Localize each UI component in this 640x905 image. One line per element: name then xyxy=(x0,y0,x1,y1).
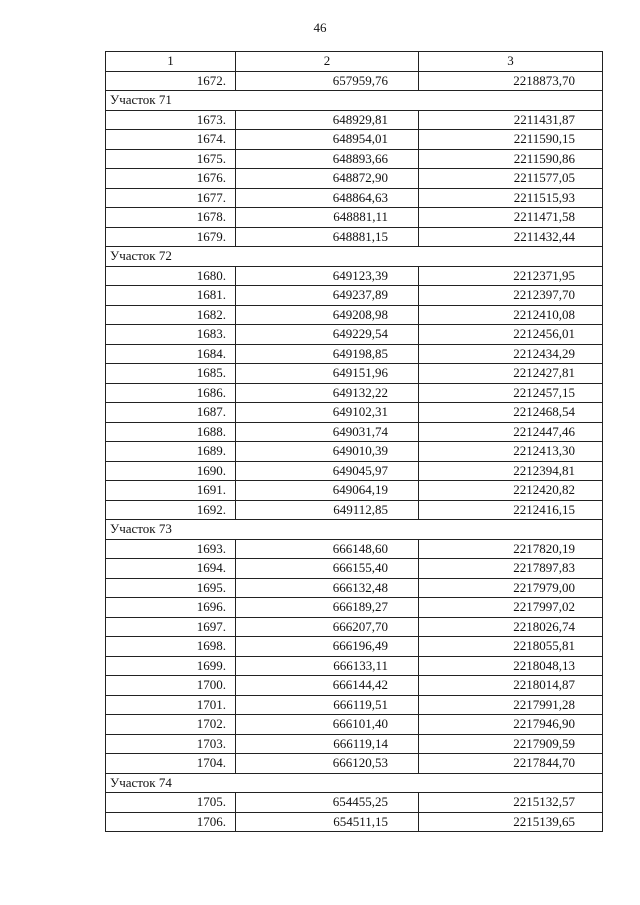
y-coordinate: 2211590,15 xyxy=(419,130,603,150)
point-number: 1699. xyxy=(106,656,236,676)
point-number: 1689. xyxy=(106,442,236,462)
table-row xyxy=(106,656,603,676)
table-row xyxy=(106,130,603,150)
x-coordinate: 649208,98 xyxy=(236,305,419,325)
y-coordinate: 2211515,93 xyxy=(419,188,603,208)
table-row xyxy=(106,637,603,657)
table-row xyxy=(106,793,603,813)
point-number: 1674. xyxy=(106,130,236,150)
x-coordinate: 666207,70 xyxy=(236,617,419,637)
y-coordinate: 2217844,70 xyxy=(419,754,603,774)
table-row xyxy=(106,344,603,364)
table-row xyxy=(106,227,603,247)
x-coordinate: 649031,74 xyxy=(236,422,419,442)
point-number: 1688. xyxy=(106,422,236,442)
point-number: 1675. xyxy=(106,149,236,169)
table-row xyxy=(106,110,603,130)
table-row xyxy=(106,559,603,579)
y-coordinate: 2217820,19 xyxy=(419,539,603,559)
x-coordinate: 666155,40 xyxy=(236,559,419,579)
point-number: 1684. xyxy=(106,344,236,364)
y-coordinate: 2212371,95 xyxy=(419,266,603,286)
point-number: 1695. xyxy=(106,578,236,598)
y-coordinate: 2212416,15 xyxy=(419,500,603,520)
point-number: 1685. xyxy=(106,364,236,384)
x-coordinate: 649123,39 xyxy=(236,266,419,286)
y-coordinate: 2217991,28 xyxy=(419,695,603,715)
y-coordinate: 2217909,59 xyxy=(419,734,603,754)
y-coordinate: 2212394,81 xyxy=(419,461,603,481)
table-row xyxy=(106,500,603,520)
x-coordinate: 666148,60 xyxy=(236,539,419,559)
x-coordinate: 666144,42 xyxy=(236,676,419,696)
x-coordinate: 649045,97 xyxy=(236,461,419,481)
table-row xyxy=(106,188,603,208)
table-row xyxy=(106,812,603,832)
table-row xyxy=(106,715,603,735)
point-number: 1702. xyxy=(106,715,236,735)
point-number: 1687. xyxy=(106,403,236,423)
table-row xyxy=(106,325,603,345)
coordinates-table xyxy=(105,51,603,832)
table-row xyxy=(106,734,603,754)
y-coordinate: 2218048,13 xyxy=(419,656,603,676)
table-row xyxy=(106,676,603,696)
section-label: Участок 71 xyxy=(106,91,603,111)
y-coordinate: 2218026,74 xyxy=(419,617,603,637)
x-coordinate: 648881,15 xyxy=(236,227,419,247)
y-coordinate: 2211590,86 xyxy=(419,149,603,169)
point-number: 1679. xyxy=(106,227,236,247)
x-coordinate: 648864,63 xyxy=(236,188,419,208)
table-row xyxy=(106,481,603,501)
column-header-2: 2 xyxy=(236,52,419,72)
table-row xyxy=(106,617,603,637)
y-coordinate: 2211432,44 xyxy=(419,227,603,247)
y-coordinate: 2218873,70 xyxy=(419,71,603,91)
x-coordinate: 654511,15 xyxy=(236,812,419,832)
y-coordinate: 2211431,87 xyxy=(419,110,603,130)
page-number: 46 xyxy=(313,20,327,35)
table-row xyxy=(106,266,603,286)
table-row xyxy=(106,71,603,91)
point-number: 1678. xyxy=(106,208,236,228)
x-coordinate: 649198,85 xyxy=(236,344,419,364)
column-header-3: 3 xyxy=(419,52,603,72)
y-coordinate: 2211577,05 xyxy=(419,169,603,189)
section-label: Участок 73 xyxy=(106,520,603,540)
y-coordinate: 2217979,00 xyxy=(419,578,603,598)
table-row xyxy=(106,598,603,618)
table-row xyxy=(106,578,603,598)
point-number: 1704. xyxy=(106,754,236,774)
x-coordinate: 666119,51 xyxy=(236,695,419,715)
point-number: 1680. xyxy=(106,266,236,286)
section-row xyxy=(106,247,603,267)
point-number: 1700. xyxy=(106,676,236,696)
point-number: 1676. xyxy=(106,169,236,189)
point-number: 1692. xyxy=(106,500,236,520)
y-coordinate: 2212434,29 xyxy=(419,344,603,364)
point-number: 1697. xyxy=(106,617,236,637)
point-number: 1694. xyxy=(106,559,236,579)
section-row xyxy=(106,520,603,540)
table-row xyxy=(106,461,603,481)
y-coordinate: 2212397,70 xyxy=(419,286,603,306)
x-coordinate: 666132,48 xyxy=(236,578,419,598)
y-coordinate: 2212420,82 xyxy=(419,481,603,501)
x-coordinate: 648893,66 xyxy=(236,149,419,169)
y-coordinate: 2212413,30 xyxy=(419,442,603,462)
point-number: 1683. xyxy=(106,325,236,345)
point-number: 1701. xyxy=(106,695,236,715)
y-coordinate: 2218014,87 xyxy=(419,676,603,696)
y-coordinate: 2212447,46 xyxy=(419,422,603,442)
point-number: 1690. xyxy=(106,461,236,481)
y-coordinate: 2217946,90 xyxy=(419,715,603,735)
table-row xyxy=(106,539,603,559)
x-coordinate: 649151,96 xyxy=(236,364,419,384)
y-coordinate: 2217897,83 xyxy=(419,559,603,579)
point-number: 1703. xyxy=(106,734,236,754)
point-number: 1706. xyxy=(106,812,236,832)
x-coordinate: 654455,25 xyxy=(236,793,419,813)
point-number: 1686. xyxy=(106,383,236,403)
section-label: Участок 74 xyxy=(106,773,603,793)
y-coordinate: 2212457,15 xyxy=(419,383,603,403)
table-row xyxy=(106,149,603,169)
x-coordinate: 648881,11 xyxy=(236,208,419,228)
x-coordinate: 648929,81 xyxy=(236,110,419,130)
y-coordinate: 2212456,01 xyxy=(419,325,603,345)
point-number: 1677. xyxy=(106,188,236,208)
point-number: 1682. xyxy=(106,305,236,325)
x-coordinate: 649064,19 xyxy=(236,481,419,501)
table-row xyxy=(106,383,603,403)
x-coordinate: 666189,27 xyxy=(236,598,419,618)
table-row xyxy=(106,403,603,423)
y-coordinate: 2212410,08 xyxy=(419,305,603,325)
column-header-1: 1 xyxy=(106,52,236,72)
x-coordinate: 649132,22 xyxy=(236,383,419,403)
table-row xyxy=(106,695,603,715)
x-coordinate: 648954,01 xyxy=(236,130,419,150)
y-coordinate: 2212427,81 xyxy=(419,364,603,384)
table-row xyxy=(106,286,603,306)
table-row xyxy=(106,169,603,189)
y-coordinate: 2215139,65 xyxy=(419,812,603,832)
point-number: 1681. xyxy=(106,286,236,306)
y-coordinate: 2217997,02 xyxy=(419,598,603,618)
x-coordinate: 666101,40 xyxy=(236,715,419,735)
y-coordinate: 2215132,57 xyxy=(419,793,603,813)
table-row xyxy=(106,754,603,774)
y-coordinate: 2218055,81 xyxy=(419,637,603,657)
x-coordinate: 666120,53 xyxy=(236,754,419,774)
x-coordinate: 648872,90 xyxy=(236,169,419,189)
x-coordinate: 666119,14 xyxy=(236,734,419,754)
point-number: 1696. xyxy=(106,598,236,618)
table-row xyxy=(106,305,603,325)
y-coordinate: 2211471,58 xyxy=(419,208,603,228)
point-number: 1693. xyxy=(106,539,236,559)
table-row xyxy=(106,364,603,384)
point-number: 1691. xyxy=(106,481,236,501)
table-body xyxy=(106,71,603,832)
point-number: 1672. xyxy=(106,71,236,91)
x-coordinate: 649102,31 xyxy=(236,403,419,423)
x-coordinate: 649112,85 xyxy=(236,500,419,520)
point-number: 1698. xyxy=(106,637,236,657)
section-row xyxy=(106,91,603,111)
table-row xyxy=(106,422,603,442)
x-coordinate: 657959,76 xyxy=(236,71,419,91)
table-row xyxy=(106,442,603,462)
x-coordinate: 649010,39 xyxy=(236,442,419,462)
table-row xyxy=(106,208,603,228)
x-coordinate: 649229,54 xyxy=(236,325,419,345)
point-number: 1705. xyxy=(106,793,236,813)
header-row xyxy=(106,52,603,72)
section-row xyxy=(106,773,603,793)
section-label: Участок 72 xyxy=(106,247,603,267)
x-coordinate: 666196,49 xyxy=(236,637,419,657)
y-coordinate: 2212468,54 xyxy=(419,403,603,423)
x-coordinate: 649237,89 xyxy=(236,286,419,306)
point-number: 1673. xyxy=(106,110,236,130)
x-coordinate: 666133,11 xyxy=(236,656,419,676)
